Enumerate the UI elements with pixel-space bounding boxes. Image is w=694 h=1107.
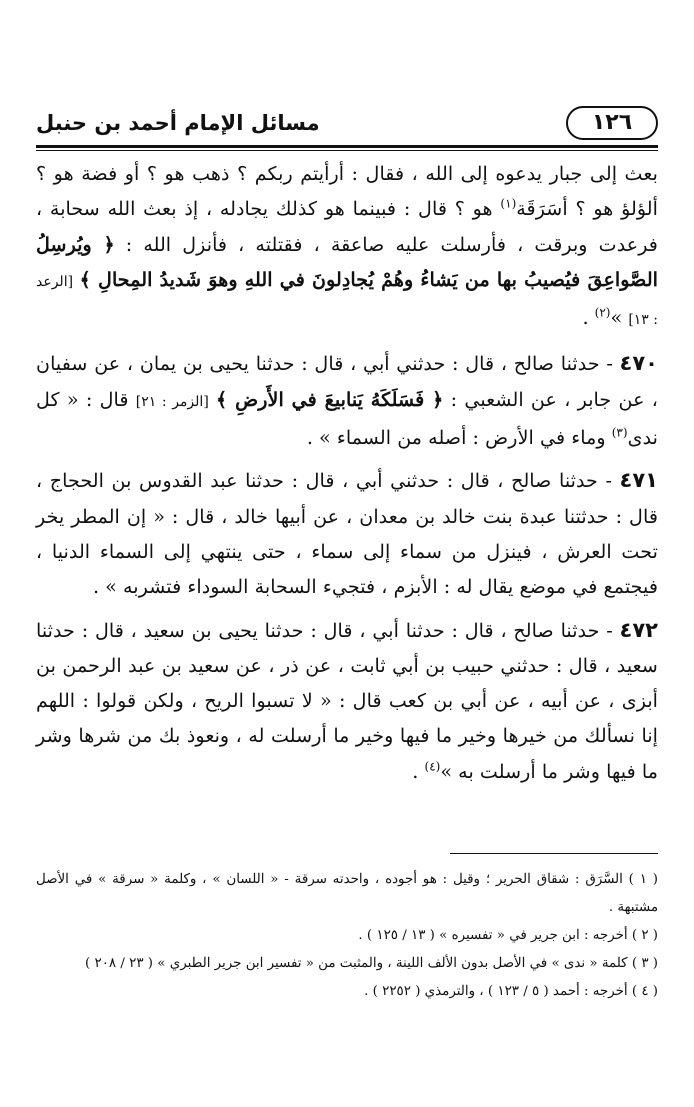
header-rule [36, 145, 658, 148]
header-rule-thin [36, 150, 658, 151]
quran-verse: ﴿ فَسَلَكَهُ يَنابيعَ في الأَرضِ ﴾ [216, 387, 444, 411]
footnote: ( ١ ) السَّرَق : شقاق الحرير ؛ وقيل : هو أجوده ، واحدته سرقة - « اللسان » ، وكلمة « سرقة » في الأصل مشتبهة . [36, 872, 659, 915]
footnote-separator [450, 853, 658, 854]
footnote: ( ٣ ) كلمة « ندى » في الأصل بدون الألف اللينة ، والمثبت من « تفسير ابن جرير الطبري » ( ٢٣ / ٢٠٨ ) [85, 956, 658, 971]
page-number: ١٢٦ [566, 106, 658, 140]
paragraph-text: هو ؟ قال : فبينما هو كذلك يجادله ، إذ بعث الله سحابة ، فرعدت وبرقت ، فأرسلت عليه صاعقة ، فقتلته ، فأنزل الله : [36, 197, 658, 256]
paragraph-text: » [610, 306, 629, 330]
verse-reference: [الرعد : ١٣] [36, 273, 658, 329]
footnote: ( ٢ ) أخرجه : ابن جرير في « تفسيره » ( ١٣ / ١٢٥ ) . [358, 928, 658, 943]
paragraph-text: قال : « كل ندى [36, 387, 658, 450]
footnotes [36, 866, 658, 1006]
entry-number: ٤٧١ [619, 468, 658, 493]
entry-471 [36, 463, 658, 604]
footnote-ref: (١) [500, 196, 517, 211]
quran-verse: ﴿ ويُرسِلُ الصَّواعِقَ فيُصيبُ بها من يَشاءُ وهُمْ يُجادِلونَ في اللهِ وهوَ شَديدُ المِحالِ ﴾ [36, 232, 658, 291]
paragraph-continuation [36, 156, 658, 338]
paragraph-text: - حدثنا صالح ، قال : حدثنا أبي ، قال : حدثنا يحيى بن سعيد ، قال : حدثنا سعيد ، قال : حدثني حبيب بن أبي ثابت ، عن ذر ، عن سعيد بن عبد الرحمن بن أبزى ، عن أبيه ، عن أبي بن كعب قال : « لا تسبوا الريح ، ولكن قولوا : اللهم إنا نسألك من خيرها وخير ما فيها وخير ما أرسلت له ، ونعوذ بك من شرها وشر ما فيها وشر ما أرسلت به » [36, 618, 658, 783]
entry-number: ٤٧٠ [619, 351, 658, 376]
footnote-ref: (٤) [424, 759, 441, 774]
paragraph-text: . [582, 306, 595, 330]
entry-472 [36, 613, 658, 789]
verse-reference: [الزمر : ٢١] [135, 393, 209, 410]
body-text [36, 156, 658, 789]
paragraph-text: - حدثنا صالح ، قال : حدثني أبي ، قال : حدثنا عبد القدوس بن الحجاج ، قال : حدثتنا عبدة بنت خالد بن معدان ، عن أبيها خالد ، قال : « إن المطر يخر تحت العرش ، فينزل من سماء إلى سماء ، حتى ينتهي إلى السماء الدنيا ، فيجتمع في موضع يقال له : الأبزم ، فتجيء السحابة السوداء فتشربه » . [36, 469, 658, 599]
paragraph-text: بعث إلى جبار يدعوه إلى الله ، فقال : أرأيتم ربكم ؟ ذهب هو ؟ أو فضة هو ؟ ألؤلؤ هو ؟ أسَرَقَة [36, 162, 658, 221]
footnote-ref: (٢) [594, 305, 611, 320]
entry-number: ٤٧٢ [619, 617, 658, 642]
footnote-ref: (٣) [611, 425, 628, 440]
footnote: ( ٤ ) أخرجه : أحمد ( ٥ / ١٢٣ ) ، والترمذي ( ٢٢٥٢ ) . [364, 984, 658, 999]
running-title: مسائل الإمام أحمد بن حنبل [36, 111, 320, 135]
entry-470 [36, 346, 658, 455]
paragraph-text: وماء في الأرض : أصله من السماء » . [306, 426, 612, 450]
paragraph-text: . [412, 759, 425, 783]
page-header [36, 98, 658, 144]
paragraph-text: - حدثنا صالح ، قال : حدثني أبي ، قال : حدثنا يحيى بن يمان ، عن سفيان ، عن جابر ، عن الشعبي : [36, 352, 658, 411]
